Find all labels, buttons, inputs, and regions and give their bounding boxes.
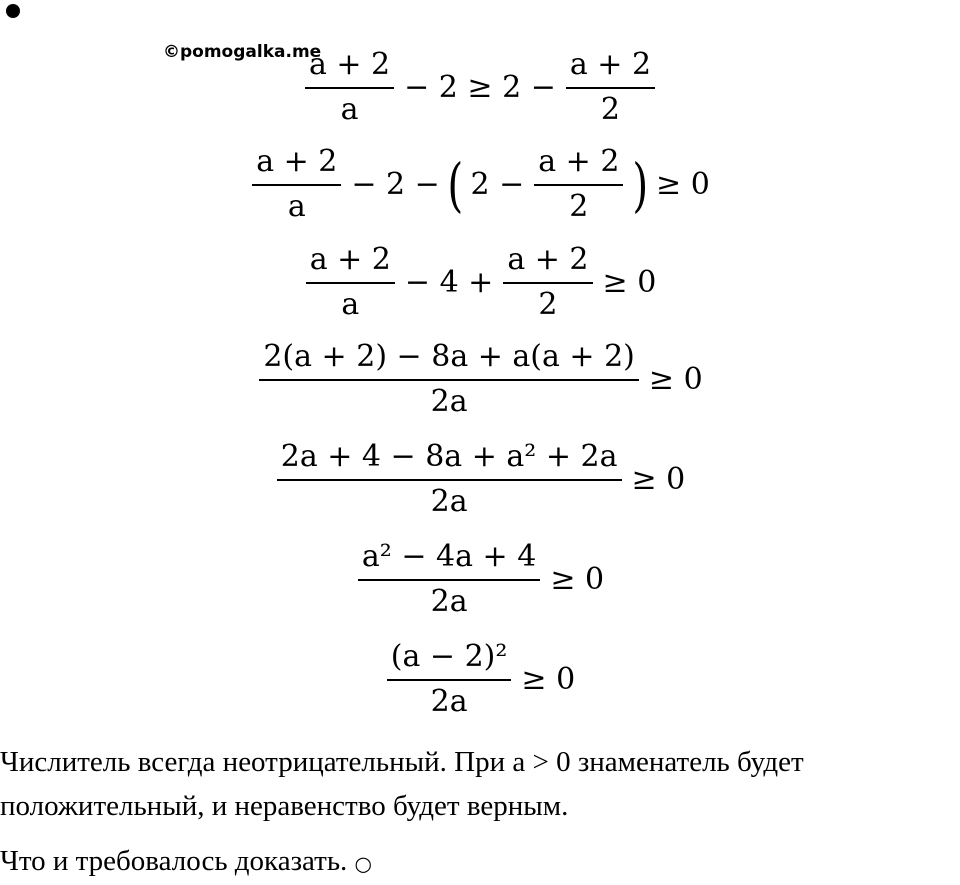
numerator: a + 2 — [305, 48, 394, 89]
operators: 2 − — [470, 166, 525, 202]
denominator: 2a — [430, 483, 468, 519]
equation-line-4 — [0, 340, 960, 419]
denominator: 2a — [430, 683, 468, 719]
conclusion-line-3 — [0, 845, 372, 878]
denominator: a — [341, 286, 360, 322]
numerator: a² − 4a + 4 — [358, 540, 540, 581]
bullet-point — [6, 4, 20, 18]
denominator: 2a — [430, 583, 468, 619]
operators: ≥ 0 — [521, 661, 576, 697]
operators: ≥ 0 — [550, 561, 605, 597]
equation-line-7 — [0, 640, 960, 719]
fraction — [503, 243, 592, 322]
fraction — [534, 145, 623, 224]
denominator: 2 — [538, 286, 558, 322]
operators: − 2 ≥ 2 − — [404, 69, 556, 105]
fraction — [252, 145, 341, 224]
fraction — [305, 48, 394, 127]
denominator: 2a — [430, 383, 468, 419]
numerator: a + 2 — [252, 145, 341, 186]
operators: ≥ 0 — [602, 264, 657, 300]
watermark: ©pomogalka.me — [163, 42, 322, 62]
equation-line-3 — [0, 243, 960, 322]
denominator: a — [340, 91, 359, 127]
equation-line-6 — [0, 540, 960, 619]
equation-line-1 — [0, 48, 960, 127]
numerator: 2(a + 2) − 8a + a(a + 2) — [259, 340, 639, 381]
fraction — [259, 340, 639, 419]
denominator: 2 — [600, 91, 620, 127]
operators: ≥ 0 — [656, 166, 710, 202]
operators: ≥ 0 — [648, 361, 703, 397]
right-paren: ) — [632, 150, 649, 219]
equation-line-5 — [0, 440, 960, 519]
operators: ≥ 0 — [631, 461, 686, 497]
left-paren: ( — [447, 150, 464, 219]
numerator: a + 2 — [306, 243, 395, 284]
numerator: a + 2 — [534, 145, 623, 186]
operators: − 4 + — [404, 264, 494, 300]
denominator: a — [287, 188, 306, 224]
numerator: (a − 2)² — [387, 640, 512, 681]
numerator: a + 2 — [566, 48, 655, 89]
operators: − 2 − — [351, 166, 440, 202]
numerator: 2a + 4 − 8a + a² + 2a — [277, 440, 622, 481]
numerator: a + 2 — [503, 243, 592, 284]
equation-line-2 — [0, 145, 960, 224]
fraction — [566, 48, 655, 127]
conclusion-line-1: Числитель всегда неотрицательный. При a > 0 знаменатель будет — [0, 746, 804, 778]
fraction — [277, 440, 622, 519]
fraction — [358, 540, 540, 619]
conclusion-text: Что и требовалось доказать. — [0, 845, 348, 877]
fraction — [306, 243, 395, 322]
fraction — [387, 640, 512, 719]
end-of-proof-icon: ○ — [354, 851, 372, 876]
denominator: 2 — [569, 188, 589, 224]
conclusion-line-2: положительный, и неравенство будет верным. — [0, 790, 569, 822]
